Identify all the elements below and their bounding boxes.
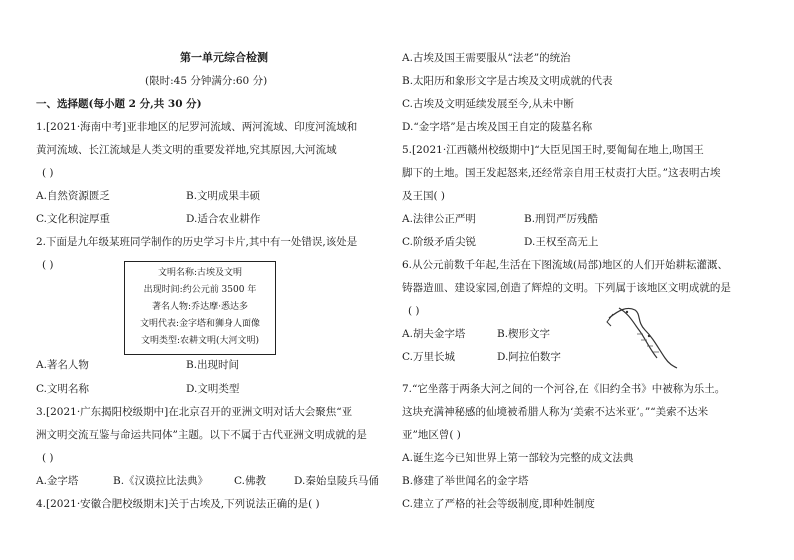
q6-option-c: C.万里长城	[402, 351, 455, 363]
q2-option-c: C.文明名称	[36, 383, 89, 395]
q3-option-d: D.秦始皇陵兵马俑	[294, 475, 379, 487]
q6-option-d: D.阿拉伯数字	[497, 351, 561, 363]
q4-text-line1: 4.[2021·安徽合肥校级期末]关于古埃及,下列说法正确的是( )	[36, 498, 320, 510]
q2-answer-paren: ( )	[42, 259, 54, 271]
map-dot	[626, 311, 628, 313]
q7-text-line1: 7.“它坐落于两条大河之间的一个河谷,在《旧约全书》中被称为乐土。	[402, 383, 726, 395]
q6-option-a: A.胡夫金字塔	[402, 328, 466, 340]
q3-option-b: B.《汉谟拉比法典》	[113, 475, 209, 487]
q4-option-b: B.太阳历和象形文字是古埃及文明成就的代表	[402, 75, 613, 87]
river-line	[609, 308, 677, 368]
card-line: 出现时间:约公元前 3500 年	[143, 285, 257, 295]
q6-text-line1: 6.从公元前数千年起,生活在下图流域(局部)地区的人们开始耕耘灌溉、	[402, 259, 729, 271]
section-heading: 一、选择题(每小题 2 分,共 30 分)	[36, 98, 202, 110]
q5-text-line1: 5.[2021·江西赣州校级期中]“大臣见国王时,要匍匐在地上,吻国王	[402, 144, 704, 156]
q7-text-line2: 这块充满神秘感的仙境被希腊人称为‘美索不达米亚’。”“美索不达米	[402, 406, 709, 418]
page-title: 第一单元综合检测	[180, 51, 268, 64]
q1-text-line2: 黄河流域、长江流域是人类文明的重要发祥地,究其原因,大河流域	[36, 144, 337, 156]
q7-text-line3: 亚”地区曾( )	[402, 429, 461, 441]
q2-text-line1: 2.下面是九年级某班同学制作的历史学习卡片,其中有一处错误,该处是	[36, 236, 358, 248]
time-limit: (限时:45 分钟满分:60 分)	[145, 75, 268, 87]
q1-option-b: B.文明成果丰硕	[186, 190, 261, 202]
q4-option-a: A.古埃及国王需要服从“法老”的统治	[402, 52, 571, 64]
q3-option-c: C.佛教	[234, 475, 266, 487]
q7-option-b: B.修建了举世闻名的金字塔	[402, 475, 529, 487]
q5-option-d: D.王权至高无上	[524, 236, 599, 248]
q3-text-line2: 洲文明交流互鉴与命运共同体”主题。以下不属于古代亚洲文明成就的是	[36, 429, 367, 441]
q5-option-b: B.刑罚严厉残酷	[524, 213, 599, 225]
river-line	[607, 314, 613, 326]
river-basin-map	[597, 300, 682, 370]
history-study-card	[124, 261, 276, 355]
q4-option-d: D.“金字塔”是古埃及国王自定的陵墓名称	[402, 121, 593, 133]
q4-option-c: C.古埃及文明延续发展至今,从未中断	[402, 98, 574, 110]
q7-option-a: A.诞生迄今已知世界上第一部较为完整的成文法典	[402, 452, 634, 464]
card-line: 文明类型:农耕文明(大河文明)	[140, 336, 260, 346]
card-line: 文明名称:古埃及文明	[157, 268, 243, 278]
q7-option-c: C.建立了严格的社会等级制度,即种姓制度	[402, 498, 595, 510]
q6-answer-paren: ( )	[408, 305, 420, 317]
card-line: 著名人物:乔达摩·悉达多	[152, 302, 248, 312]
card-line: 文明代表:金字塔和狮身人面像	[139, 319, 261, 329]
q1-option-c: C.文化积淀厚重	[36, 213, 110, 225]
q1-option-d: D.适合农业耕作	[186, 213, 261, 225]
q5-text-line2: 脚下的土地。国王发起怒来,还经常亲自用王杖责打大臣。”这表明古埃	[402, 167, 721, 179]
map-dot	[648, 335, 650, 337]
q1-text-line1: 1.[2021·海南中考]亚非地区的尼罗河流域、两河流域、印度河流域和	[36, 121, 358, 133]
q3-option-a: A.金字塔	[36, 475, 79, 487]
q1-option-a: A.自然资源匮乏	[36, 190, 110, 202]
q3-answer-paren: ( )	[42, 452, 54, 464]
q5-text-line3: 及王国( )	[402, 190, 446, 202]
q5-option-c: C.阶级矛盾尖锐	[402, 236, 476, 248]
q2-option-b: B.出现时间	[186, 359, 240, 371]
q6-option-b: B.楔形文字	[497, 328, 551, 340]
q6-text-line2: 铸器造皿、建设家园,创造了辉煌的文明。下列属于该地区文明成就的是	[402, 282, 731, 294]
q2-option-d: D.文明类型	[186, 383, 240, 395]
q2-option-a: A.著名人物	[36, 359, 89, 371]
q3-text-line1: 3.[2021·广东揭阳校级期中]在北京召开的亚洲文明对话大会聚焦“亚	[36, 406, 353, 418]
q5-option-a: A.法律公正严明	[402, 213, 476, 225]
q1-answer-paren: ( )	[42, 167, 54, 179]
